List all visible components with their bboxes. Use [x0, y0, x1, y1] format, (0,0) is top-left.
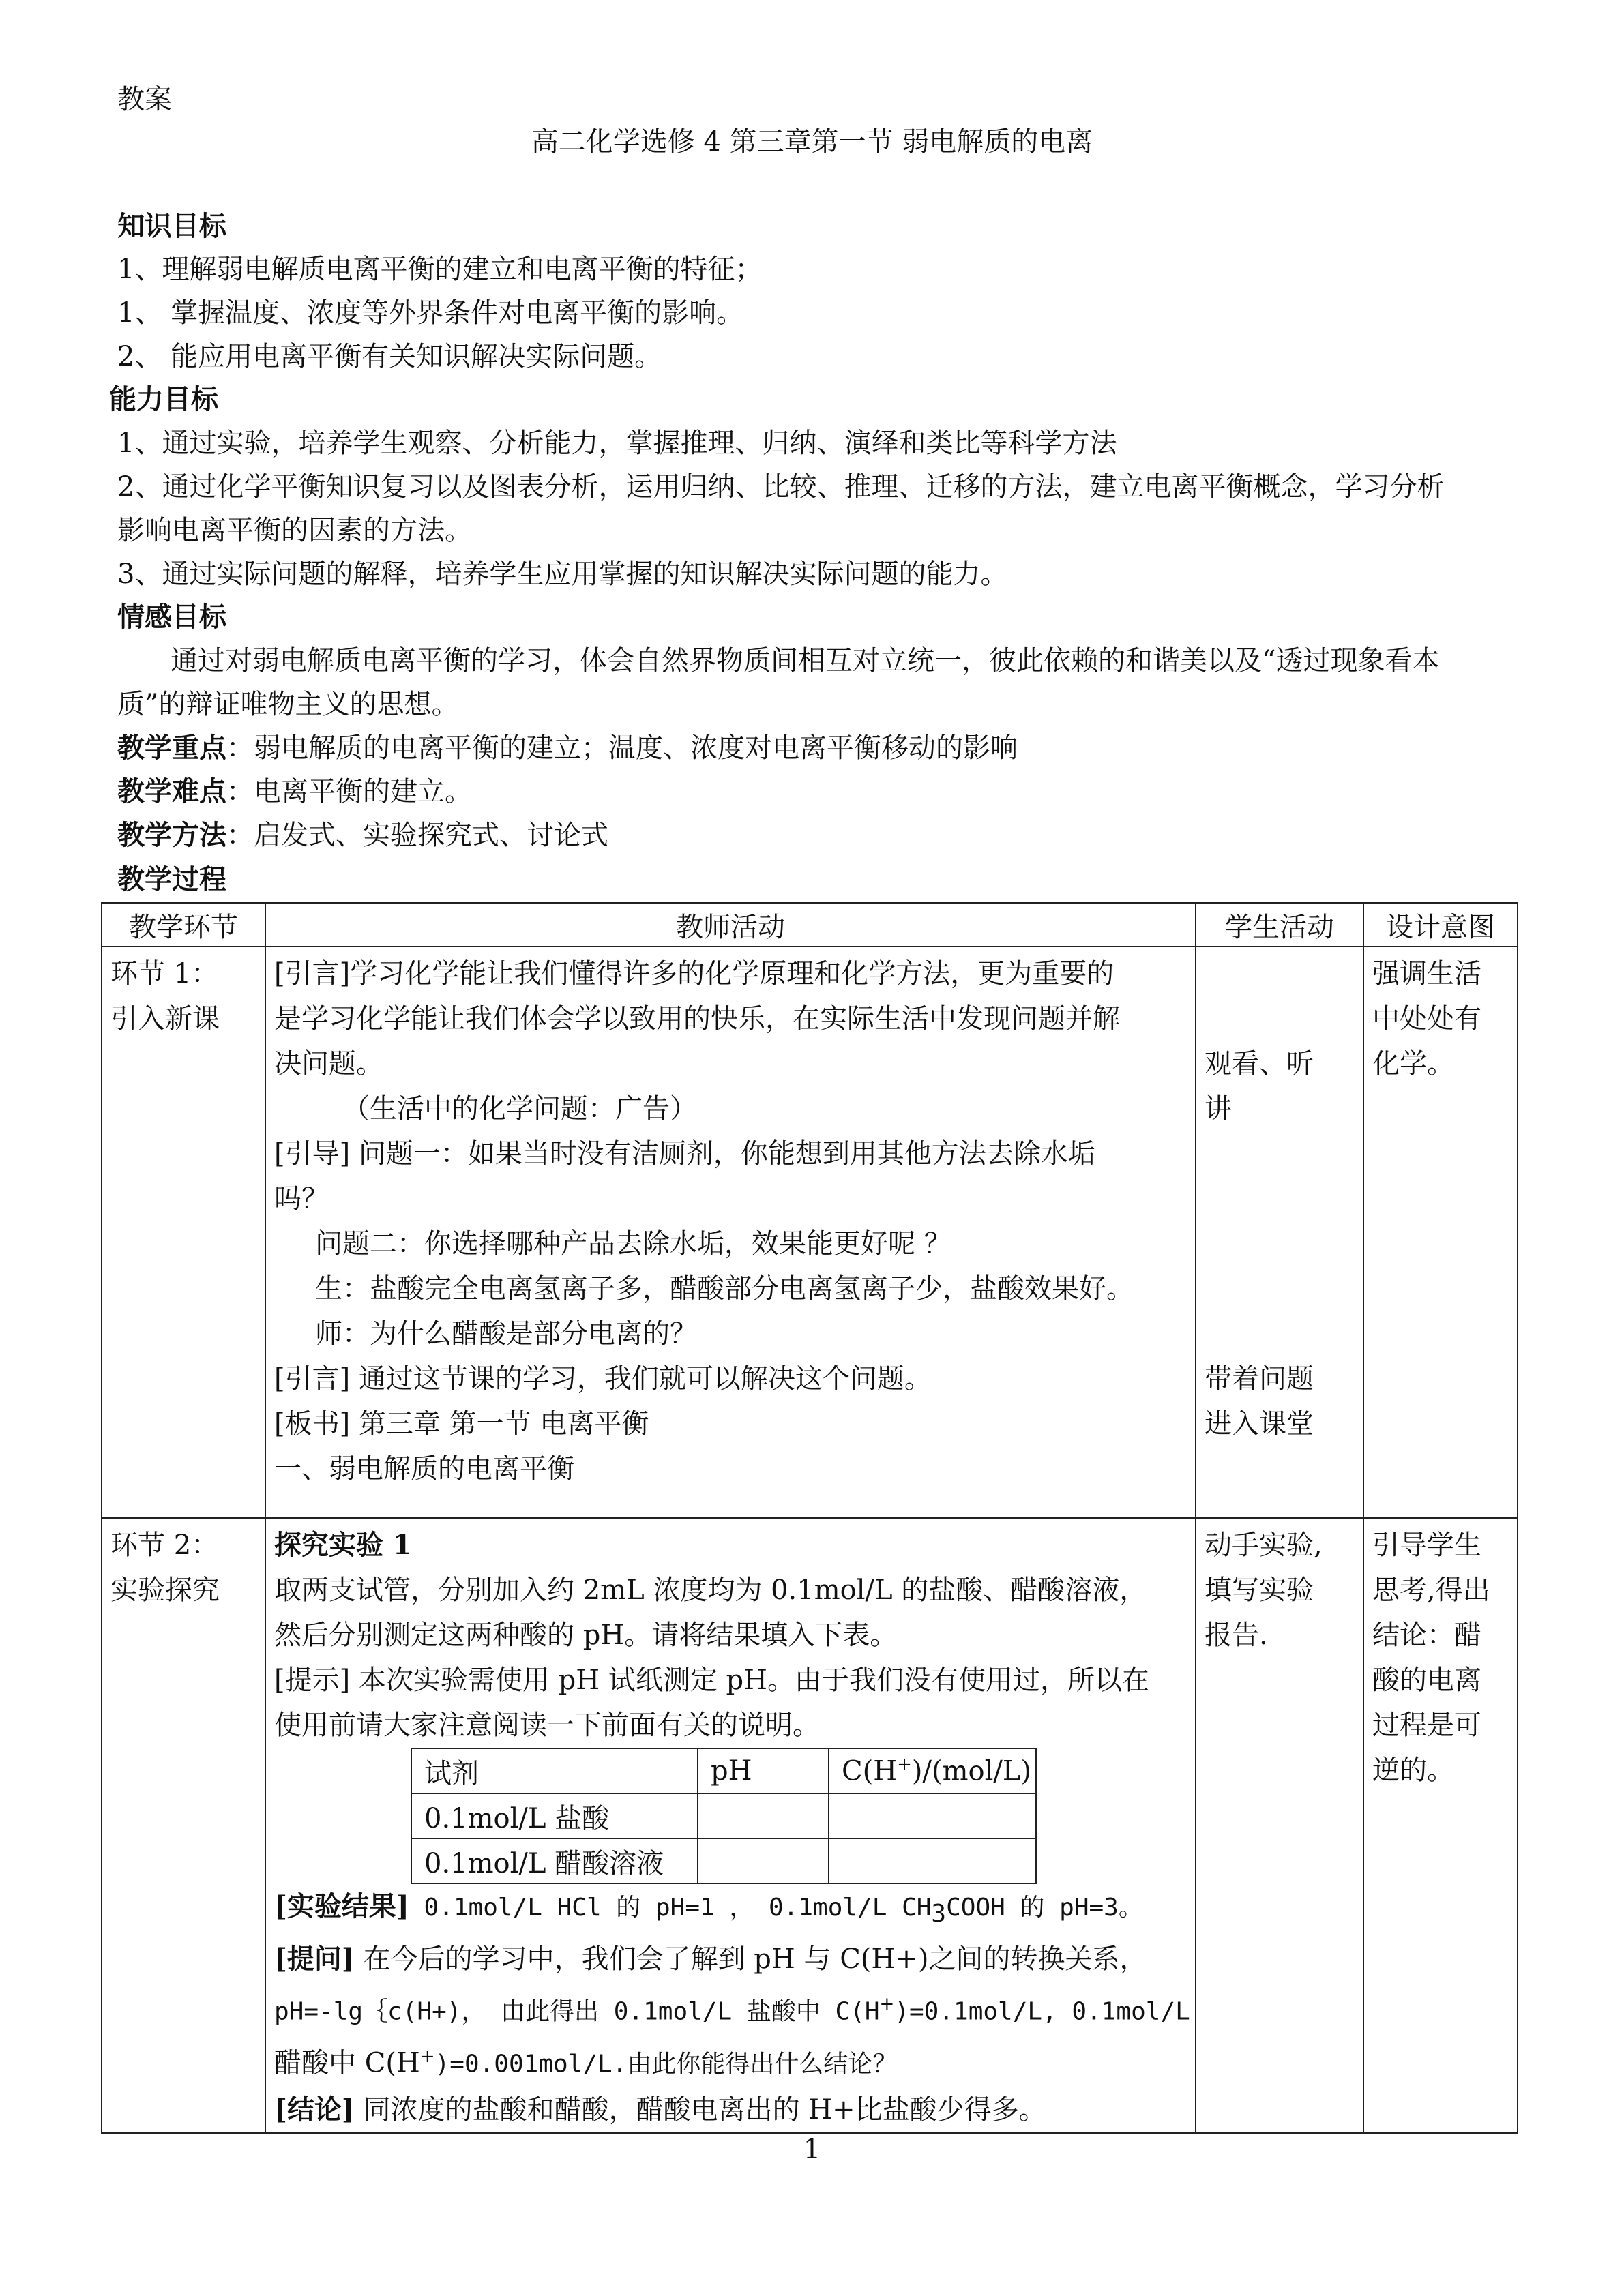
teacher-line: 师：为什么醋酸是部分电离的？ [315, 1318, 697, 1350]
teacher-line: [引导] 问题一：如果当时没有洁厕剂，你能想到用其他方法去除水垢 [274, 1138, 1095, 1169]
intent-line: 酸的电离 [1372, 1665, 1481, 1696]
teacher-line: [引言] 通过这节课的学习，我们就可以解决这个问题。 [274, 1363, 932, 1395]
knowledge-item: 1、理解弱电解质电离平衡的建立和电离平衡的特征； [117, 254, 763, 285]
process-heading: 教学过程 [117, 863, 226, 895]
stage-line: 引入新课 [110, 1003, 220, 1034]
table-header-row [102, 903, 1518, 946]
emotion-heading: 情感目标 [117, 601, 226, 633]
ability-heading: 能力目标 [109, 383, 218, 415]
ability-item: 1、通过实验，培养学生观察、分析能力，掌握推理、归纳、演绎和类比等科学方法 [117, 428, 1117, 459]
ability-item: 3、通过实际问题的解释，培养学生应用掌握的知识解决实际问题的能力。 [117, 558, 1008, 590]
column-header: 教师活动 [265, 903, 1196, 946]
formula-line: 醋酸中 C(H+)=0.001mol/L.由此你能得出什么结论？ [274, 2046, 898, 2079]
result-line: [实验结果] 0.1mol/L HCl 的 pH=1 ， 0.1mol/L $CH_3COOH$ 的 pH=3。 [274, 1890, 1143, 1928]
ph-cell[interactable] [698, 1838, 829, 1883]
inner-header: 试剂 [411, 1748, 698, 1793]
page-number: 1 [803, 2134, 821, 2165]
intent-line: 化学。 [1372, 1048, 1454, 1079]
teacher-line: 是学习化学能让我们体会学以致用的快乐，在实际生活中发现问题并解 [274, 1003, 1120, 1034]
ability-item: 2、通过化学平衡知识复习以及图表分析，运用归纳、比较、推理、迁移的方法，建立电离平衡概念，学习分析 [117, 471, 1445, 503]
design-intent-cell [1363, 946, 1518, 1518]
key-points [117, 726, 1018, 770]
teacher-line: 生：盐酸完全电离氢离子多，醋酸部分电离氢离子少，盐酸效果好。 [315, 1273, 1134, 1304]
stage-line: 环节 1： [110, 958, 219, 989]
teacher-activity-cell [265, 1518, 1196, 2133]
stage-line: 环节 2： [110, 1530, 219, 1561]
column-header: 教学环节 [102, 903, 265, 946]
student-line: 填写实验 [1205, 1575, 1314, 1606]
method-text: ：启发式、实验探究式、讨论式 [226, 820, 608, 851]
intent-line: 逆的。 [1372, 1755, 1454, 1786]
difficulty-label: 教学难点 [117, 775, 226, 807]
table-row [102, 946, 1518, 1518]
teacher-line: 然后分别测定这两种酸的 pH。请将结果填入下表。 [274, 1620, 898, 1651]
ph-cell[interactable] [698, 1793, 829, 1838]
teacher-line: 取两支试管，分别加入约 2mL 浓度均为 0.1mol/L 的盐酸、醋酸溶液， [274, 1575, 1147, 1606]
intent-line: 思考,得出 [1372, 1575, 1490, 1606]
inner-header: C(H+)/(mol/L) [829, 1748, 1036, 1793]
method-label: 教学方法 [117, 819, 226, 851]
teacher-line: （生活中的化学问题：广告） [342, 1093, 697, 1124]
teacher-line: [板书] 第三章 第一节 电离平衡 [274, 1408, 649, 1440]
intent-line: 结论：醋 [1372, 1620, 1481, 1651]
student-activity-cell [1196, 946, 1363, 1518]
ability-item: 影响电离平衡的因素的方法。 [117, 515, 472, 546]
student-line: 讲 [1205, 1093, 1232, 1124]
difficulty-text: ：电离平衡的建立。 [226, 776, 472, 807]
design-intent-cell [1363, 1518, 1518, 2133]
intent-line: 引导学生 [1372, 1530, 1481, 1561]
column-header: 学生活动 [1196, 903, 1363, 946]
student-line: 动手实验, [1205, 1530, 1323, 1561]
knowledge-item: 2、 能应用电离平衡有关知识解决实际问题。 [117, 341, 662, 372]
doc-type-label: 教案 [117, 84, 172, 115]
method [117, 814, 608, 857]
student-line: 报告. [1205, 1620, 1268, 1651]
question-line: [提问] 在今后的学习中，我们会了解到 pH 与 C(H+)之间的转换关系， [274, 1943, 1147, 1975]
emotion-line: 通过对弱电解质电离平衡的学习，体会自然界物质间相互对立统一，彼此依赖的和谐美以及“透过现象看本 [171, 645, 1440, 676]
ph-result-table [411, 1748, 1037, 1884]
reagent-cell: 0.1mol/L 醋酸溶液 [411, 1838, 698, 1883]
inner-row [411, 1793, 1036, 1838]
inner-header: pH [698, 1748, 829, 1793]
table-row [102, 1518, 1518, 2133]
teacher-line: 一、弱电解质的电离平衡 [274, 1453, 574, 1485]
student-line: 带着问题 [1205, 1363, 1314, 1395]
stage-cell [102, 946, 265, 1518]
teacher-line: [引言]学习化学能让我们懂得许多的化学原理和化学方法，更为重要的 [274, 958, 1114, 989]
teacher-line: 问题二：你选择哪种产品去除水垢，效果能更好呢 ？ [315, 1228, 951, 1259]
teacher-line: [提示] 本次实验需使用 pH 试纸测定 pH。由于我们没有使用过，所以在 [274, 1665, 1150, 1696]
column-header: 设计意图 [1363, 903, 1518, 946]
difficulty [117, 770, 472, 814]
student-activity-cell [1196, 1518, 1363, 2133]
key-points-label: 教学重点 [117, 732, 226, 764]
concentration-cell[interactable] [829, 1793, 1036, 1838]
teacher-activity-cell [265, 946, 1196, 1518]
teacher-line: 使用前请大家注意阅读一下前面有关的说明。 [274, 1710, 820, 1741]
stage-line: 实验探究 [110, 1575, 220, 1606]
key-points-text: ：弱电解质的电离平衡的建立；温度、浓度对电离平衡移动的影响 [226, 732, 1018, 764]
student-line: 观看、听 [1205, 1048, 1314, 1079]
teacher-line: 吗？ [274, 1183, 329, 1214]
process-table [101, 902, 1518, 2134]
knowledge-item: 1、 掌握温度、浓度等外界条件对电离平衡的影响。 [117, 297, 744, 329]
reagent-cell: 0.1mol/L 盐酸 [411, 1793, 698, 1838]
student-line: 进入课堂 [1205, 1408, 1314, 1440]
knowledge-heading: 知识目标 [117, 210, 226, 242]
intent-line: 过程是可 [1372, 1710, 1481, 1741]
inner-header-row [411, 1748, 1036, 1793]
experiment-title: 探究实验 1 [274, 1529, 412, 1561]
intent-line: 中处处有 [1372, 1003, 1481, 1034]
inner-row [411, 1838, 1036, 1883]
concentration-cell[interactable] [829, 1838, 1036, 1883]
conclusion-line: [结论] 同浓度的盐酸和醋酸，醋酸电离出的 H+比盐酸少得多。 [274, 2093, 1046, 2126]
intent-line: 强调生活 [1372, 958, 1481, 989]
teacher-line: 决问题。 [274, 1048, 383, 1079]
formula-line: pH=-lg｛c(H+)， 由此得出 0.1mol/L 盐酸中 C(H+)=0.1mol/L, 0.1mol/L [274, 1994, 1190, 2026]
stage-cell [102, 1518, 265, 2133]
lesson-title: 高二化学选修 4 第三章第一节 弱电解质的电离 [531, 126, 1093, 158]
emotion-line: 质”的辩证唯物主义的思想。 [117, 689, 459, 720]
